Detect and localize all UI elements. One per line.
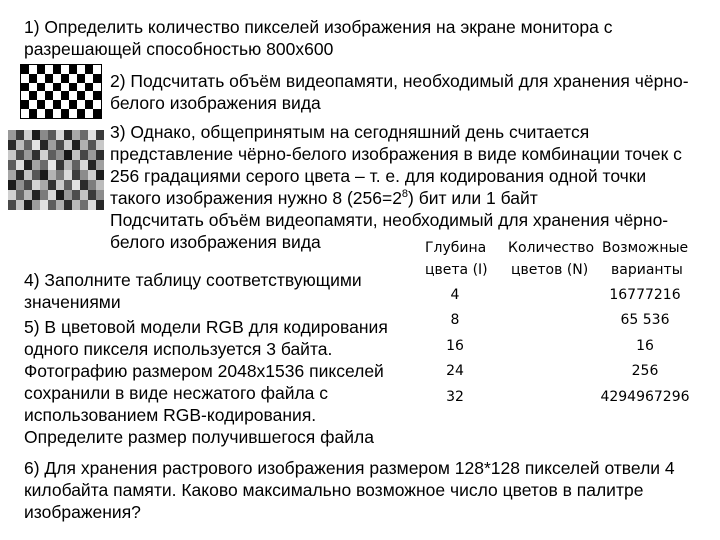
task5-line1: 5) В цветовой модели RGB для кодирования	[24, 317, 388, 337]
bw-pixel	[85, 100, 93, 109]
gray-pixel	[88, 200, 96, 210]
bw-pixel	[29, 91, 37, 100]
bw-pixel	[93, 83, 101, 92]
gray-pixel	[80, 160, 88, 170]
gray-pixel	[32, 160, 40, 170]
gray-pixel	[24, 150, 32, 160]
bw-pixel	[37, 100, 45, 109]
gray-pixel	[88, 150, 96, 160]
gray-pixel	[24, 160, 32, 170]
bw-pixel	[93, 74, 101, 83]
bw-pixel	[37, 91, 45, 100]
task3-line2: представление чёрно-белого изображения в виде комбинации точек с	[110, 144, 682, 164]
bw-pixel	[61, 91, 69, 100]
gray-pixel	[80, 150, 88, 160]
bw-pixel	[61, 74, 69, 83]
bw-pixel	[93, 100, 101, 109]
gray-pixel	[96, 190, 104, 200]
task5-line5: использованием RGB-кодирования.	[24, 405, 317, 425]
gray-pixel	[24, 190, 32, 200]
table-header-variants-2: варианты	[611, 262, 683, 278]
gray-pixel	[56, 140, 64, 150]
bw-pixel	[21, 74, 29, 83]
bw-pixel	[85, 109, 93, 118]
gray-pixel	[72, 200, 80, 210]
table-depth-cell: 24	[446, 363, 464, 379]
task5-line4: сохранили в виде несжатого файла с	[24, 383, 329, 403]
gray-pixel	[88, 190, 96, 200]
gray-pixel	[40, 130, 48, 140]
task3-line4-pre: такого изображения нужно 8 (256=2	[110, 188, 402, 208]
table-variant-cell: 16	[636, 338, 654, 354]
bw-pixel	[61, 83, 69, 92]
gray-pixel	[24, 180, 32, 190]
bw-pixel	[69, 109, 77, 118]
table-header-depth-1: Глубина	[425, 240, 487, 256]
task1-line1: 1) Определить количество пикселей изображения на экране монитора с	[24, 17, 613, 37]
gray-pixel	[72, 130, 80, 140]
gray-pixel	[64, 180, 72, 190]
gray-pixel	[24, 130, 32, 140]
bw-pixel	[37, 74, 45, 83]
gray-pixel	[56, 200, 64, 210]
bw-pixel	[45, 83, 53, 92]
gray-pixel	[56, 180, 64, 190]
gray-pixel	[64, 190, 72, 200]
bw-pixel	[77, 74, 85, 83]
gray-pixel	[80, 190, 88, 200]
gray-pixel	[8, 190, 16, 200]
bw-pixel	[45, 100, 53, 109]
gray-pixel	[80, 200, 88, 210]
bw-pixel	[21, 83, 29, 92]
gray-pixel	[16, 170, 24, 180]
gray-pixel	[40, 190, 48, 200]
gray-pixel	[32, 170, 40, 180]
bw-pixel	[37, 65, 45, 74]
gray-pixel	[8, 170, 16, 180]
gray-pixel	[16, 180, 24, 190]
gray-pixel	[48, 150, 56, 160]
gray-pixel	[32, 180, 40, 190]
table-header-depth-2: цвета (I)	[425, 262, 488, 278]
bw-pixel	[29, 109, 37, 118]
gray-pixel	[96, 150, 104, 160]
gray-pixel	[16, 160, 24, 170]
bw-pixel	[77, 109, 85, 118]
gray-pixel	[96, 130, 104, 140]
gray-pixel	[80, 180, 88, 190]
gray-pixel	[16, 150, 24, 160]
gray-pixel	[16, 130, 24, 140]
bw-pixel	[37, 109, 45, 118]
gray-pixel	[8, 150, 16, 160]
gray-pixel	[88, 160, 96, 170]
gray-pixel	[80, 170, 88, 180]
gray-pixel	[32, 200, 40, 210]
bw-pixel	[77, 65, 85, 74]
gray-pixel	[8, 140, 16, 150]
bw-pixel	[53, 109, 61, 118]
bw-pattern-image	[20, 64, 102, 119]
gray-pixel	[8, 130, 16, 140]
gray-pixel	[8, 180, 16, 190]
gray-pixel	[48, 140, 56, 150]
task3-line3: 256 градациями серого цвета – т. е. для кодирования одной точки	[110, 166, 647, 186]
bw-pixel	[53, 91, 61, 100]
task6-line3: изображения?	[24, 502, 141, 522]
gray-pixel	[56, 190, 64, 200]
gray-pixel	[8, 200, 16, 210]
bw-pixel	[21, 100, 29, 109]
gray-pixel	[88, 170, 96, 180]
bw-pixel	[21, 91, 29, 100]
table-header-count-2: цветов (N)	[511, 262, 589, 278]
gray-pixel	[64, 160, 72, 170]
gray-pixel	[56, 160, 64, 170]
bw-pixel	[69, 74, 77, 83]
bw-pixel	[29, 65, 37, 74]
table-variant-cell: 256	[631, 363, 659, 379]
task6-line1: 6) Для хранения растрового изображения размером 128*128 пикселей отвели 4	[24, 458, 675, 478]
gray-pixel	[48, 190, 56, 200]
gray-pixel	[72, 160, 80, 170]
bw-pixel	[53, 74, 61, 83]
gray-pixel	[16, 190, 24, 200]
table-depth-cell: 16	[446, 338, 464, 354]
bw-pixel	[21, 65, 29, 74]
bw-pixel	[93, 109, 101, 118]
bw-pixel	[85, 74, 93, 83]
gray-pixel	[56, 130, 64, 140]
gray-pixel	[88, 180, 96, 190]
task6-line2: килобайта памяти. Каково максимально возможное число цветов в палитре	[24, 480, 644, 500]
task1-line2: разрешающей способностью 800х600	[24, 39, 334, 59]
gray-pixel	[40, 150, 48, 160]
bw-pixel	[77, 83, 85, 92]
table-variant-cell: 4294967296	[600, 389, 690, 405]
task5-line2: одного пикселя используется 3 байта.	[24, 339, 333, 359]
gray-pixel	[40, 140, 48, 150]
gray-pixel	[72, 180, 80, 190]
gray-pixel	[24, 200, 32, 210]
gray-pixel	[96, 170, 104, 180]
gray-pixel	[48, 160, 56, 170]
bw-pixel	[29, 74, 37, 83]
gray-pixel	[48, 180, 56, 190]
bw-pixel	[85, 91, 93, 100]
gray-pixel	[64, 170, 72, 180]
table-variant-cell: 16777216	[609, 287, 681, 303]
bw-pixel	[93, 65, 101, 74]
gray-pixel	[32, 190, 40, 200]
bw-pixel	[77, 91, 85, 100]
bw-pixel	[69, 91, 77, 100]
gray-pixel	[80, 130, 88, 140]
bw-pixel	[45, 65, 53, 74]
gray-pixel	[32, 140, 40, 150]
task5-line6: Определите размер получившегося файла	[24, 427, 374, 447]
task3-line4	[110, 187, 538, 209]
table-header-count-1: Количество	[508, 240, 595, 256]
table-depth-cell: 8	[450, 312, 460, 328]
bw-pixel	[45, 91, 53, 100]
gray-pixel	[88, 130, 96, 140]
table-depth-cell: 32	[446, 389, 464, 405]
task2-line2: белого изображения вида	[110, 93, 321, 113]
gray-pixel	[48, 170, 56, 180]
bw-pixel	[45, 109, 53, 118]
gray-pixel	[72, 140, 80, 150]
gray-pixel	[96, 140, 104, 150]
gray-pixel	[80, 140, 88, 150]
table-depth-cell: 4	[450, 287, 460, 303]
gray-pixel	[56, 150, 64, 160]
gray-pixel	[88, 140, 96, 150]
bw-pixel	[93, 91, 101, 100]
gray-pixel	[96, 180, 104, 190]
bw-pixel	[85, 65, 93, 74]
task5-line3: Фотографию размером 2048х1536 пикселей	[24, 361, 384, 381]
gray-pixel	[40, 180, 48, 190]
gray-pixel	[32, 130, 40, 140]
table-header-variants-1: Возможные	[602, 240, 689, 256]
table-variant-cell: 65 536	[620, 312, 670, 328]
bw-pixel	[69, 65, 77, 74]
gray-pixel	[40, 160, 48, 170]
gray-pixel	[72, 150, 80, 160]
gray-pixel	[64, 150, 72, 160]
bw-pixel	[61, 100, 69, 109]
gray-pixel	[8, 160, 16, 170]
gray-pixel	[40, 170, 48, 180]
task2-line1: 2) Подсчитать объём видеопамяти, необходимый для хранения чёрно-	[110, 71, 689, 91]
gray-pixel	[72, 190, 80, 200]
bw-pixel	[61, 65, 69, 74]
gray-pixel	[40, 200, 48, 210]
bw-pixel	[53, 100, 61, 109]
gray-pixel	[16, 200, 24, 210]
bw-pixel	[69, 100, 77, 109]
gray-pixel	[72, 170, 80, 180]
bw-pixel	[77, 100, 85, 109]
gray-pixel	[96, 160, 104, 170]
task4-line2: значениями	[24, 292, 121, 312]
bw-pixel	[29, 100, 37, 109]
gray-pixel	[48, 200, 56, 210]
bw-pixel	[37, 83, 45, 92]
bw-pixel	[53, 83, 61, 92]
task4-line1: 4) Заполните таблицу соответствующими	[24, 270, 362, 290]
gray-pixel	[56, 170, 64, 180]
task3-line6: белого изображения вида	[110, 232, 321, 252]
gray-pixel	[64, 130, 72, 140]
gray-pixel	[64, 200, 72, 210]
gray-pixel	[24, 170, 32, 180]
task3-line1: 3) Однако, общепринятым на сегодняшний день считается	[110, 122, 590, 142]
gray-pixel	[32, 150, 40, 160]
gray-pixel	[64, 140, 72, 150]
gray-pixel	[16, 140, 24, 150]
bw-pixel	[69, 83, 77, 92]
bw-pixel	[61, 109, 69, 118]
gray-pixel	[24, 140, 32, 150]
bw-pixel	[53, 65, 61, 74]
gray-pixel	[96, 200, 104, 210]
bw-pixel	[45, 74, 53, 83]
bw-pixel	[85, 83, 93, 92]
grayscale-pattern-image	[8, 130, 104, 210]
bw-pixel	[29, 83, 37, 92]
gray-pixel	[48, 130, 56, 140]
task3-line5: Подсчитать объём видеопамяти, необходимый для хранения чёрно-	[110, 210, 669, 230]
bw-pixel	[21, 109, 29, 118]
task3-line4-sup: 8	[401, 188, 409, 201]
task3-line4-post: ) бит или 1 байт	[408, 188, 538, 208]
